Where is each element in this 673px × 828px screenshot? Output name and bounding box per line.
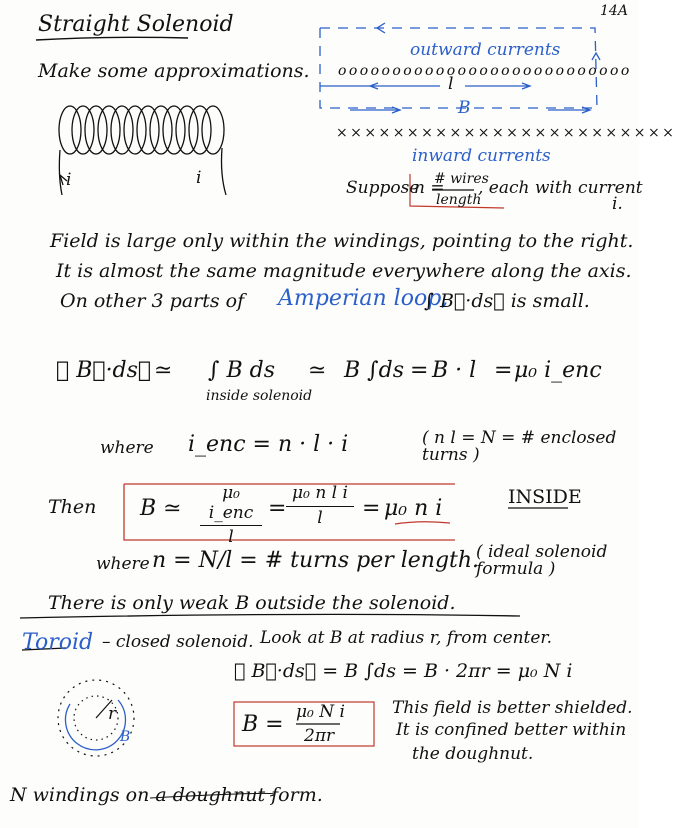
page-title: Straight Solenoid: [38, 12, 234, 37]
eq1-lhs: ∮ B⃗·ds⃗: [56, 358, 152, 383]
suppose-tail: , each with current: [478, 178, 643, 198]
eq3-frac2: [286, 484, 354, 528]
toroid-dash: – closed solenoid.: [102, 632, 254, 652]
toroid-B: B =: [242, 712, 284, 737]
toroid-title: Toroid: [22, 630, 94, 655]
toroid-note-2: It is confined better within: [396, 720, 627, 740]
eq1-approx1: ≃: [154, 358, 173, 383]
eq3-B: B ≃: [140, 496, 182, 521]
eq3-bar2: [286, 506, 354, 507]
toroid-r: r: [108, 704, 117, 724]
line-3c: ∫ B⃗·ds⃗ is small.: [424, 290, 590, 312]
line-3b: Amperian loop,: [278, 286, 449, 311]
suppose-n: n =: [414, 178, 445, 198]
toroid-look: Look at B at radius r, from center.: [260, 628, 553, 648]
toroid-note-3: the doughnut.: [412, 744, 534, 764]
eq1-under: inside solenoid: [206, 388, 313, 404]
eq2-paren: ( n l = N = # enclosed turns ): [422, 428, 617, 465]
eq1-eq2: =: [494, 358, 513, 383]
coil-current-right: i: [196, 168, 202, 188]
suppose-denom: length: [436, 192, 482, 208]
eq3-frac1: [200, 484, 262, 548]
inward-row: × × × × × × × × × × × × × × × × × × × × × × × ×: [336, 125, 673, 141]
eq4-expr: n = N/l = # turns per length.: [152, 548, 480, 573]
inward-label: inward currents: [412, 146, 551, 166]
eq3-denom2: l: [317, 507, 323, 528]
length-label: l: [448, 74, 454, 94]
intro-text: Make some approximations.: [38, 60, 310, 82]
coil-current-left: i: [66, 170, 72, 190]
eq1-rhs2: B · l: [432, 358, 477, 383]
eq3-bar1: [200, 525, 262, 526]
eq3-denom1: l: [228, 527, 234, 548]
outward-row: o o o o o o o o o o o o o o o o o o o o o o o o o o o: [338, 63, 629, 79]
toroid-eq: ∮ B⃗·ds⃗ = B ∫ds = B · 2πr = μ₀ N i: [234, 660, 573, 682]
eq3-eq2: =: [362, 496, 381, 521]
page-number: 14A: [600, 3, 628, 19]
toroid-numer: μ₀ N i: [296, 702, 345, 722]
toroid-Bl: B: [120, 729, 131, 745]
toroid-denom: 2πr: [304, 726, 335, 746]
eq1-eq1: =: [410, 358, 429, 383]
suppose-numer: # wires: [434, 171, 489, 187]
eq1-approx2: ≃: [308, 358, 327, 383]
eq3-then: Then: [48, 496, 97, 518]
title-underline: [36, 37, 188, 40]
eq3-result: μ₀ n i: [384, 496, 443, 521]
eq1-mid: ∫ B ds: [208, 358, 275, 383]
suppose-text: Suppose: [346, 178, 420, 198]
outward-label: outward currents: [410, 40, 561, 60]
eq3-numer1: μ₀ i_enc: [208, 483, 254, 523]
footer-line: N windings on a doughnut form.: [10, 784, 323, 806]
suppose-tail2: i.: [612, 194, 623, 214]
inside-label: INSIDE: [508, 486, 582, 508]
weak-line: There is only weak B outside the solenoid.: [48, 592, 456, 614]
B-label: B: [458, 98, 471, 118]
eq3-numer2: μ₀ n l i: [292, 483, 348, 503]
eq4-where: where: [96, 554, 150, 574]
eq2-expr: i_enc = n · l · i: [188, 432, 349, 457]
divider: [20, 614, 520, 618]
eq4-paren: ( ideal solenoid formula ): [476, 542, 608, 579]
toroid-note-1: This field is better shielded.: [392, 698, 633, 718]
eq2-where: where: [100, 438, 154, 458]
line-3a: On other 3 parts of: [60, 290, 245, 312]
line-1: Field is large only within the windings, pointing to the right.: [50, 230, 634, 252]
eq3-eq: =: [268, 496, 287, 521]
line-2: It is almost the same magnitude everywhere along the axis.: [56, 260, 632, 282]
eq1-rhs1: B ∫ds: [344, 358, 404, 383]
eq1-rhs3: μ₀ i_enc: [514, 358, 602, 383]
